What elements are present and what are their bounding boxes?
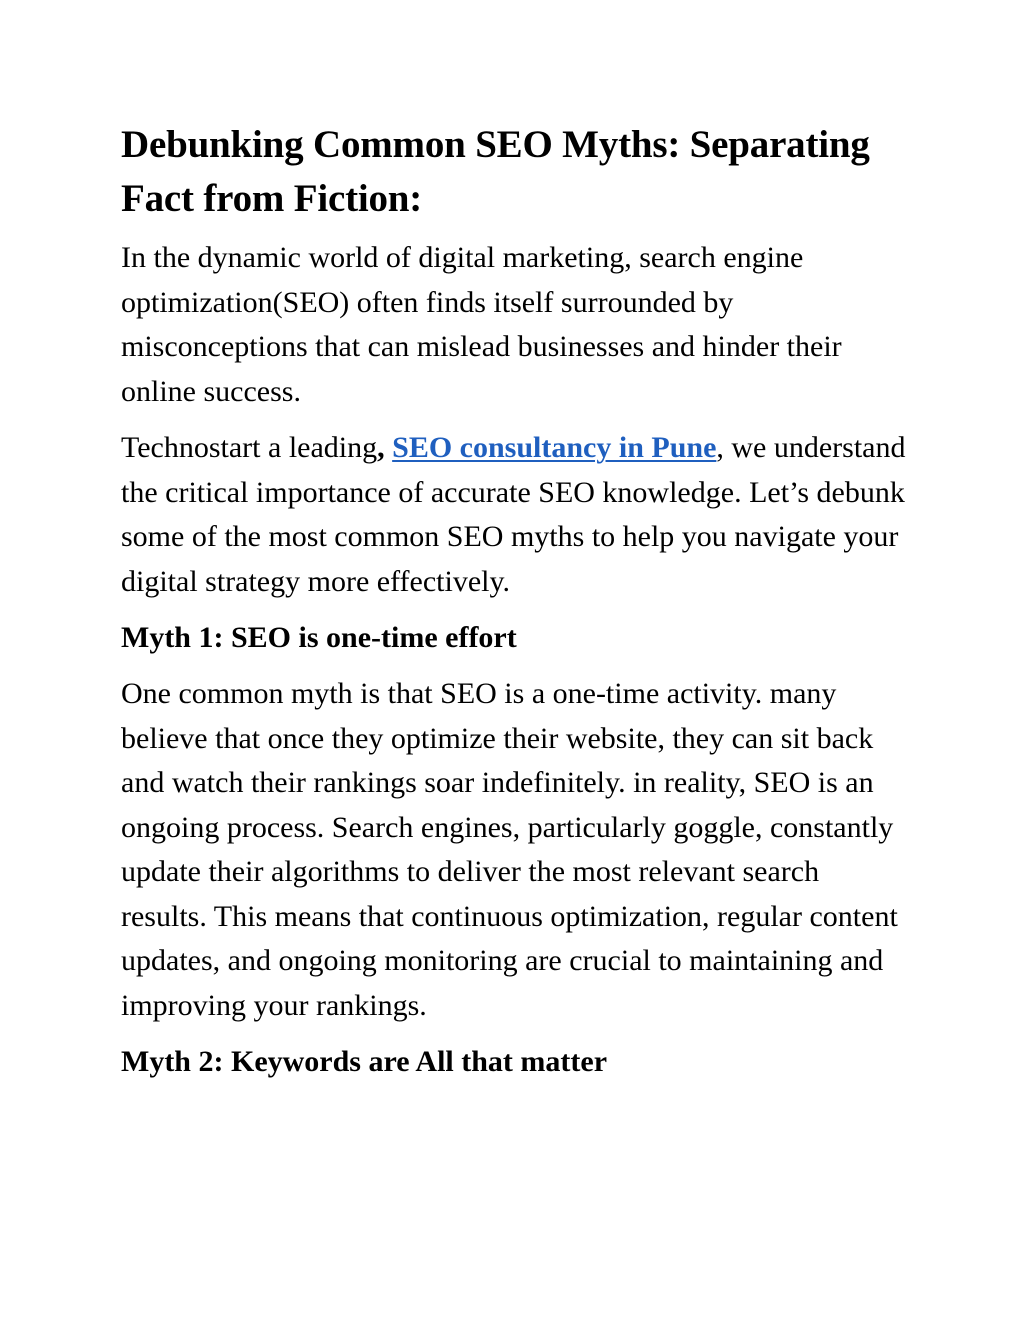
company-paragraph-rest: , we understand the critical importance of accurate SEO knowledge. Let’s debunk some of the most common SEO myths to help you navigate your digital strategy more effectively. bbox=[121, 431, 906, 598]
myth-2-heading: Myth 2: Keywords are All that matter bbox=[121, 1045, 608, 1078]
page-title: Debunking Common SEO Myths: Separating Fact from Fiction: bbox=[121, 123, 870, 220]
company-paragraph bbox=[121, 426, 911, 604]
intro-paragraph: In the dynamic world of digital marketing, search engine optimization(SEO) often finds itself surrounded by misconceptions that can mislead businesses and hinder their online success. bbox=[121, 241, 842, 408]
myth-1-body: One common myth is that SEO is a one-time activity. many believe that once they optimize their website, they can sit back and watch their rankings soar indefinitely. in reality, SEO is an ongoing process. Search engines, particularly goggle, constantly update their algorithms to deliver the most relevant search results. This means that continuous optimization, regular content updates, and ongoing monitoring are crucial to maintaining and improving your rankings. bbox=[121, 677, 898, 1022]
company-paragraph-comma: , bbox=[377, 431, 385, 464]
myth-1-heading: Myth 1: SEO is one-time effort bbox=[121, 621, 517, 654]
company-paragraph-lead: Technostart a leading bbox=[121, 431, 378, 464]
seo-consultancy-link[interactable]: SEO consultancy in Pune bbox=[392, 431, 717, 464]
document-content bbox=[121, 118, 911, 1096]
